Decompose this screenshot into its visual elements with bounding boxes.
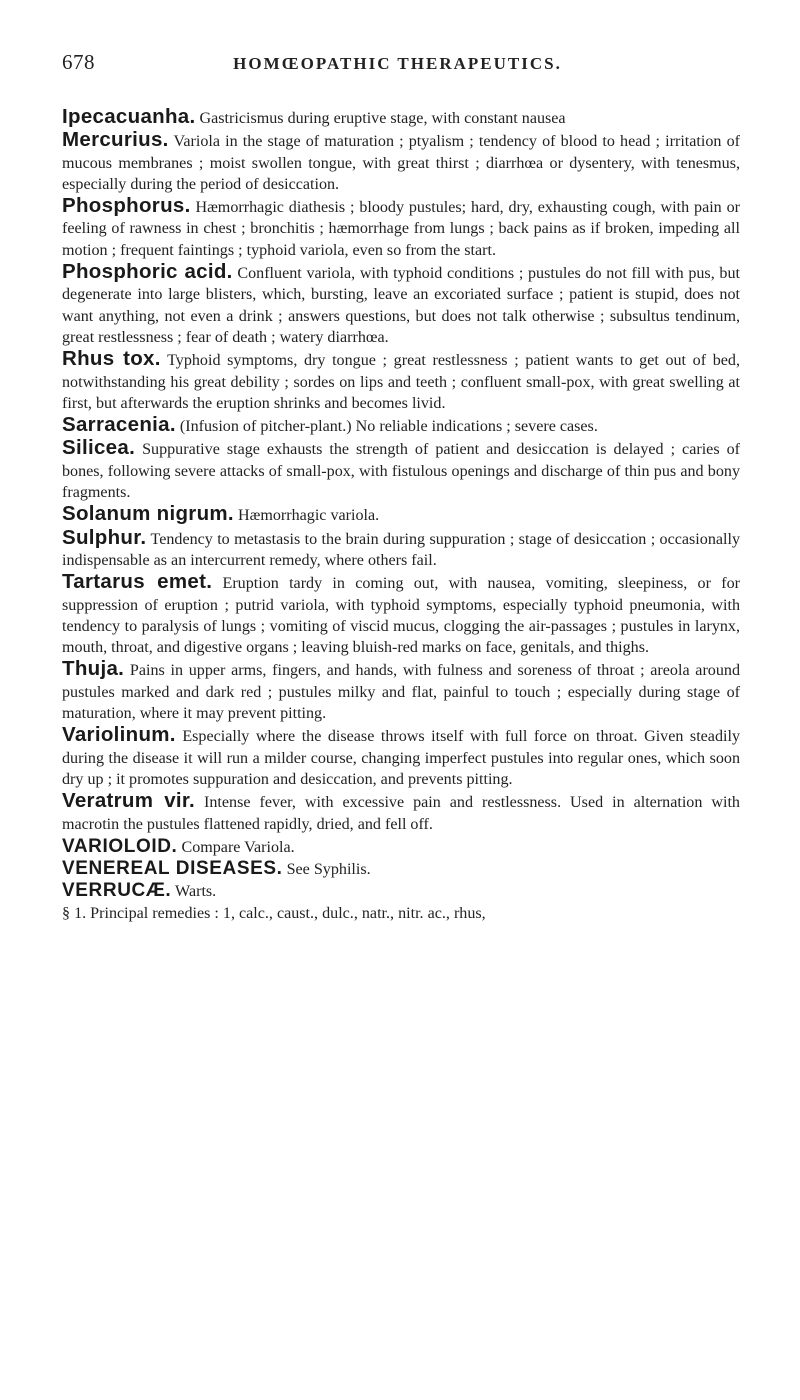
remedy-entry-sulphur	[62, 527, 740, 572]
remedy-entry-ipecacuanha	[62, 106, 740, 129]
remedy-entry-variolinum	[62, 724, 740, 790]
remedy-text: Typhoid symptoms, dry tongue ; great restlessness ; patient wants to get out of bed, notwithstanding his great debility ; sordes on lips and teeth ; confluent small-pox, with great swelling at first, but afterwards the eruption shrinks and becomes livid.	[62, 352, 740, 412]
remedy-text: Hæmorrhagic variola.	[233, 507, 380, 525]
section-principal-remedies: § 1. Principal remedies : 1, calc., caust., dulc., natr., nitr. ac., rhus,	[62, 904, 486, 922]
remedy-entry-phosphoric-acid	[62, 261, 740, 348]
remedy-text: Tendency to metastasis to the brain during suppuration ; stage of desiccation ; occasionally indispensable as an intercurrent remedy, where others fail.	[62, 530, 740, 569]
heading-title: VARIOLOID.	[62, 835, 178, 857]
page-number: 678	[62, 50, 95, 74]
remedy-text: Hæmorrhagic diathesis ; bloody pustules; hard, dry, exhausting cough, with pain or feeling of rawness in chest ; bronchitis ; hæmorrhage from lungs ; back pains as if broken, impeding all motion ; frequent faintings ; typhoid variola, even so from the start.	[62, 199, 740, 259]
remedy-list	[62, 106, 740, 835]
remedy-name: Rhus tox.	[62, 347, 161, 371]
remedy-name: Sulphur.	[62, 525, 147, 549]
remedy-entry-sarracenia	[62, 414, 740, 437]
remedy-entry-thuja	[62, 658, 740, 724]
remedy-text: Gastricismus during eruptive stage, with constant nausea	[195, 110, 566, 127]
remedy-name: Phosphorus.	[62, 194, 191, 218]
remedy-entry-veratrum-vir	[62, 790, 740, 835]
remedy-name: Veratrum vir.	[62, 789, 196, 813]
remedy-name: Sarracenia.	[62, 413, 176, 437]
remedy-text: Suppurative stage exhausts the strength of patient and desiccation is delayed ; caries of bones, following severe attacks of small-pox, with fistulous openings and discharge of thin pus and bony fragments.	[62, 441, 740, 502]
heading-title: VENEREAL DISEASES.	[62, 858, 283, 880]
running-title: HOMŒOPATHIC THERAPEUTICS.	[233, 54, 562, 73]
heading-title: VERRUCÆ.	[62, 880, 172, 902]
remedy-name: Variolinum.	[62, 723, 176, 747]
remedy-entry-phosphorus	[62, 195, 740, 261]
remedy-text: Eruption tardy in coming out, with nausea, vomiting, sleepiness, or for suppression of eruption ; putrid variola, with typhoid symptoms, especially typhoid pneumonia, with tendency to paralysis of lungs ; vomiting of viscid mucus, clogging the air-passages ; pustules in larynx, mouth, throat, and digestive organs ; leaving bluish-red marks on face, genitals, and thighs.	[62, 575, 740, 657]
remedy-text: Variola in the stage of maturation ; ptyalism ; tendency of blood to head ; irritation of mucous membranes ; moist swollen tongue, with great thirst ; diarrhœa or dysentery, with tenesmus, especially during the period of desiccation.	[62, 133, 740, 193]
remedy-name: Solanum nigrum.	[62, 502, 234, 526]
remedy-entry-mercurius	[62, 129, 740, 195]
remedy-name: Thuja.	[62, 657, 125, 681]
remedy-text: Confluent variola, with typhoid conditions ; pustules do not fill with pus, but degenerate into large blisters, which, bursting, leave an excoriated surface ; patient is stupid, does not want anything, not even a drink ; answers questions, but does not talk otherwise ; subsultus tendinum, great restlessness ; fear of death ; watery diarrhœa.	[62, 265, 740, 346]
remedy-entry-tartarus-emet	[62, 571, 740, 658]
heading-varioloid	[62, 836, 740, 858]
heading-text: See Syphilis.	[282, 861, 371, 879]
remedy-text: Intense fever, with excessive pain and restlessness. Used in alternation with macrotin the pustules flattened rapidly, dried, and fell off.	[62, 794, 740, 833]
remedy-text: (Infusion of pitcher-plant.) No reliable indications ; severe cases.	[175, 418, 598, 436]
heading-text: Warts.	[171, 883, 217, 901]
subject-headings	[62, 836, 740, 924]
heading-verrucae	[62, 880, 740, 902]
remedy-text: Especially where the disease throws itself with full force on throat. Given steadily during the disease it will run a milder course, changing imperfect pustules into regular ones, which soon dry up ; it promotes suppuration and desiccation, and prevents pitting.	[62, 728, 740, 788]
running-head	[62, 50, 740, 94]
remedy-name: Mercurius.	[62, 128, 169, 152]
heading-text: Compare Variola.	[177, 838, 295, 856]
remedy-entry-rhus-tox	[62, 348, 740, 414]
remedy-name: Ipecacuanha.	[62, 105, 196, 128]
remedy-text: Pains in upper arms, fingers, and hands, with fulness and soreness of throat ; areola around pustules marked and dark red ; pustules milky and flat, painful to touch ; especially during stage of maturation, where it may prevent pitting.	[62, 662, 740, 723]
remedy-entry-silicea	[62, 437, 740, 503]
remedy-name: Silicea.	[62, 436, 136, 460]
remedy-name: Tartarus emet.	[62, 570, 213, 594]
remedy-name: Phosphoric acid.	[62, 260, 233, 284]
heading-venereal-diseases	[62, 858, 740, 880]
remedy-entry-solanum-nigrum	[62, 503, 740, 526]
